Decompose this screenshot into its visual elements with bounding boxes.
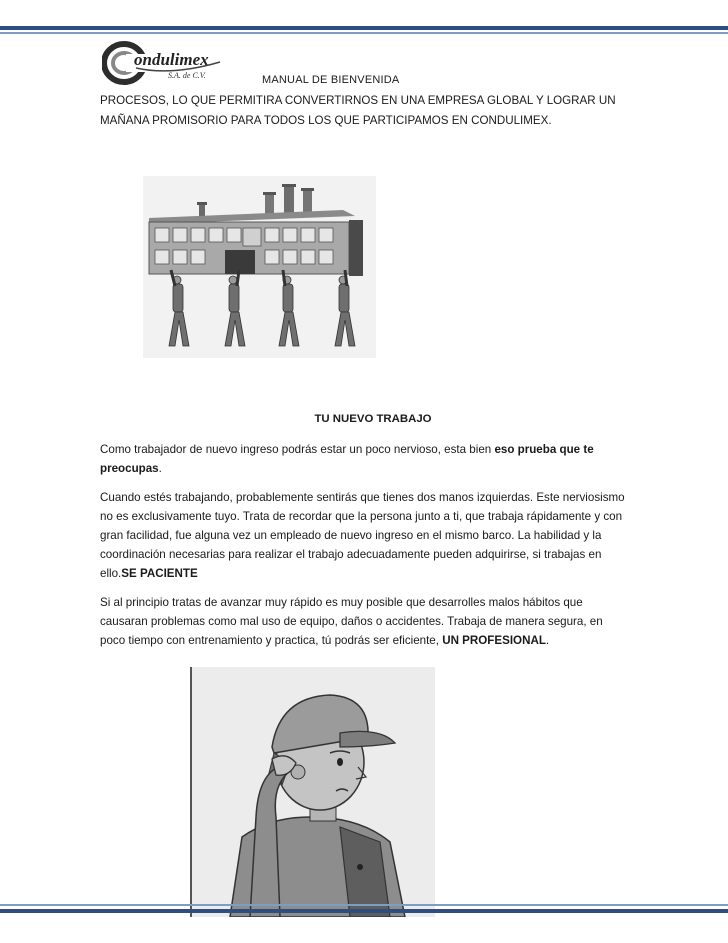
paragraph-2-text: Cuando estés trabajando, probablemente sentirás que tienes dos manos izquierdas. Este nerviosismo no es exclusivamente tuyo. Trata de recordar que la persona junto a ti, que trabaja rápidamente y con gran facilidad, fue alguna vez un empleado de nuevo ingreso en el mismo barco. La habilidad y la coordinación necesarias para realizar el trabajo adecuadamente pueden adquirirse, si trabajas en ello. [100,491,625,580]
company-logo [102,40,232,86]
paragraph-3-end: . [545,634,550,647]
intro-line-2: MAÑANA PROMISORIO PARA TODOS LOS QUE PARTICIPAMOS EN CONDULIMEX. [100,114,552,127]
paragraph-3 [100,593,625,650]
top-rule [0,26,728,30]
paragraph-1-end: . [158,462,162,475]
section-title: TU NUEVO TRABAJO [314,413,432,425]
paragraph-3-text: Si al principio tratas de avanzar muy rápido es muy posible que desarrolles malos hábitos que causaran problemas como mal uso de equipo, daños o accidentes. Trabaja de manera segura, en poco tiempo con entrenamiento y practica, tú podrás ser eficiente, [100,596,603,647]
intro-line-1: PROCESOS, LO QUE PERMITIRA CONVERTIRNOS EN UNA EMPRESA GLOBAL Y LOGRAR UN [100,94,616,107]
top-rule-thin [0,32,728,34]
paragraph-1-text: Como trabajador de nuevo ingreso podrás estar un poco nervioso, esta bien [100,443,495,456]
paragraph-2 [100,488,625,583]
intro-text [100,91,620,131]
logo-text: ondulimex [134,50,209,69]
paragraph-1 [100,440,625,478]
logo-subtext: S.A. de C.V. [168,71,206,80]
paragraph-2-bold: SE PACIENTE [121,567,198,580]
paragraph-3-bold: UN PROFESIONAL [442,634,546,647]
document-title: MANUAL DE BIENVENIDA [262,74,400,86]
paragraph-1-bold: eso prueba que te preocupas [100,443,594,475]
bottom-rule-thin [0,904,728,906]
factory-illustration [143,176,376,358]
worker-illustration [190,667,435,917]
bottom-rule [0,909,728,913]
